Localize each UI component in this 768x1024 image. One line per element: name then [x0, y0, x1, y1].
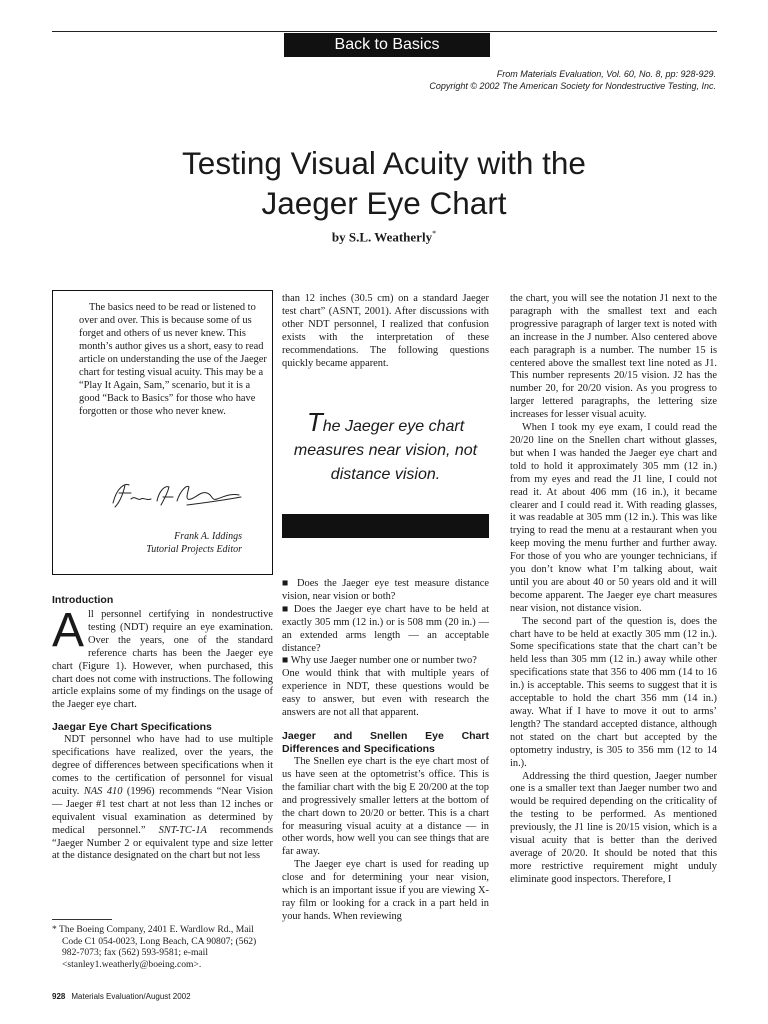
- copyright-line: Copyright © 2002 The American Society for Nondestructive Testing, Inc.: [429, 81, 716, 91]
- column-3-paragraph-2: When I took my eye exam, I could read the 20/20 line on the Snellen chart without glasses, but when I was handed the Jaeger eye chart and told to hold it approximately 305 mm (12 in.) from my eyes and read the J1 line, I could not read it. At about 406 mm (16 in.), it became clearer and I could read it. With reading glasses, it was readable at 305 mm (12 in.). This was like trying to read the menu at a restaurant when you keep moving the menu further and further away. For those of you who are younger technicians, if you don’t know what I’m talking about, wait until you are about 40 or 50 years old and it will become apparent. The Jaeger eye chart measures near vision, not distance vision.: [510, 422, 717, 614]
- footnote-text: [52, 924, 273, 970]
- question-1-text: Does the Jaeger eye test measure distance vision, near vision or both?: [282, 578, 489, 602]
- column-3: [510, 293, 717, 887]
- editor-intro-box: [52, 290, 273, 575]
- top-rule: [52, 31, 717, 32]
- pull-quote-initial: T: [306, 407, 323, 437]
- question-1: [282, 578, 489, 604]
- column-3-paragraph-4: Addressing the third question, Jaeger number one is a smaller text than Jaeger number two and would be required depending on the criticality of the testing to be performed. As mentioned previously, the J1 line is 20/15 vision, which is a visual acuity that is better than the derived average of 20/20. It should be noted that this more restrictive requirement might unduly eliminate good inspectors. Therefore, I: [510, 770, 717, 885]
- section-heading-specifications: Jaegar Eye Chart Specifications: [52, 721, 212, 734]
- author-footnote-mark: *: [432, 229, 437, 238]
- jaeger-paragraph: The Jaeger eye chart is used for reading up close and for determining your near vision, which is an important issue if you are viewing X-ray film or looking for a crack in a part held in your hands. When reviewing: [282, 859, 489, 922]
- handwritten-signature: [107, 477, 247, 513]
- column-2-top: [282, 293, 489, 370]
- question-3: [282, 655, 489, 668]
- spec-text-3: recommends “Jaeger Number 2 or equivalent type and size letter at the distance designated on the chart but not less: [52, 824, 273, 862]
- specifications-paragraph: [52, 734, 273, 863]
- author-name: by S.L. Weatherly: [331, 229, 433, 245]
- spec-text-2: (1996) recommends “Near Vision — Jaeger #1 test chart at not less than 12 inches or equivalent visual examination as determined by medical personnel.”: [52, 785, 273, 836]
- footnote-body: The Boeing Company, 2401 E. Wardlow Rd., Mail Code C1 054-0023, Long Beach, CA 90807; (562) 982-7073; fax (562) 593-9581; e-mail <stanley1.weatherly@boeing.com>.: [59, 924, 257, 970]
- section-banner: Back to Basics: [284, 33, 490, 57]
- column-2-continuation: than 12 inches (30.5 cm) on a standard Jaeger test chart” (ASNT, 2001). After discussions with other NDT personnel, I realized that confusion exists with the interpretation of these recommendations. The following questions quickly became apparent.: [282, 293, 489, 369]
- bullet-icon: ■: [282, 655, 289, 667]
- section-heading-jaeger-snellen: Jaeger and Snellen Eye Chart Differences and Specifications: [282, 729, 489, 755]
- column-1: [52, 594, 273, 863]
- spec-ref-nas410: NAS 410: [83, 785, 123, 797]
- bullet-icon: ■: [282, 603, 290, 615]
- intro-paragraph-text: ll personnel certifying in nondestructive testing (NDT) require an eye examination. Over the years, one of the standard reference charts has been the Jaeger eye chart (Figure 1). However, when purchased, this chart does not come with instructions. The following article explains some of my findings on the usage of the Jaeger eye chart.: [52, 609, 273, 711]
- question-3-text: Why use Jaeger number one or number two?: [290, 655, 477, 667]
- editor-intro-paragraph: The basics need to be read or listened to over and over. This is because some of us forget and others of us never knew. This month’s author gives us a short, easy to read article on understanding the use of the Jaeger chart for testing visual acuity. This may be a “Play It Again, Sam,” scenario, but it is a good “Back to Basics” for those who have forgotten or those who never knew.: [79, 302, 267, 418]
- citation: [296, 68, 716, 92]
- footnote-rule: [52, 919, 112, 920]
- spec-ref-snt-tc-1a: SNT-TC-1A: [158, 824, 207, 836]
- experience-paragraph: One would think that with multiple years of experience in NDT, these questions would be easy to answer, but even with research the answers are not all that apparent.: [282, 668, 489, 719]
- page-number: 928: [52, 992, 66, 1001]
- byline: [200, 229, 568, 245]
- signature-title: Tutorial Projects Editor: [146, 544, 242, 555]
- column-2-bottom: [282, 578, 489, 924]
- snellen-paragraph: The Snellen eye chart is the eye chart most of us have seen at the optometrist’s office. This is the familiar chart with the big E 20/200 at the top and progressively smaller letters at the bottom of the chart down to 20/20 or better. This is a chart for measuring visual acuity at a distance — in other words, how well you can see things that are far away.: [282, 755, 489, 858]
- column-3-paragraph-1: the chart, you will see the notation J1 next to the paragraph with the smallest text and each progressive paragraph of larger text is noted with an increase in the J number. Also centered above each paragraph is a number. The number 15 is centered above the smallest text line noted as J1. This number represents 20/15 vision. J2 has the number 20, for 20/20 vision. As you progress to larger lettered paragraphs, the lettering size increases for lesser visual acuity.: [510, 293, 717, 421]
- question-2: [282, 604, 489, 656]
- journal-issue: Materials Evaluation/August 2002: [71, 992, 191, 1001]
- intro-paragraph: [52, 604, 273, 712]
- question-2-text: Does the Jaeger eye chart have to be held at exactly 305 mm (12 in.) or is 508 mm (20 in.) — an extended arms length — an acceptable distance?: [282, 603, 489, 654]
- footnote-mark: *: [52, 924, 57, 935]
- bullet-icon: ■: [282, 578, 292, 589]
- column-3-paragraph-3: The second part of the question is, does the chart have to be held at exactly 305 mm (12 in.). Some specifications state that the chart can’t be held less than 305 mm (12 in.) away while other specifications state that 356 to 406 mm (14 to 16 in.) is acceptable. This seems to suggest that it is acceptable to hold the chart 356 mm (14 in.) away. What if I have to move it out to arms’ length? The standard accepted distance, although not stated on the chart but accepted by the optometry industry, is 305 to 356 mm (12 to 14 in.).: [510, 615, 717, 769]
- drop-cap: A: [52, 604, 85, 657]
- pull-quote-bar: [282, 514, 489, 538]
- editor-intro-text: [79, 301, 271, 418]
- pull-quote-text: he Jaeger eye chart measures near vision, not distance vision.: [293, 418, 478, 483]
- footnote: [52, 924, 273, 970]
- article-title: [100, 143, 668, 223]
- title-line-1: Testing Visual Acuity with the: [182, 145, 586, 181]
- title-line-2: Jaeger Eye Chart: [261, 185, 507, 221]
- spec-text-1: NDT personnel who have had to use multiple specifications have realized, over the years, the degree of differences between specifications when it comes to the certification of personnel for visual acuity.: [52, 734, 273, 797]
- section-heading-introduction: Introduction: [52, 594, 114, 606]
- pull-quote: [282, 407, 489, 487]
- page-footer: [52, 992, 191, 1001]
- signature-name: Frank A. Iddings: [174, 531, 242, 542]
- citation-line: From Materials Evaluation, Vol. 60, No. 8, pp: 928-929.: [496, 69, 716, 79]
